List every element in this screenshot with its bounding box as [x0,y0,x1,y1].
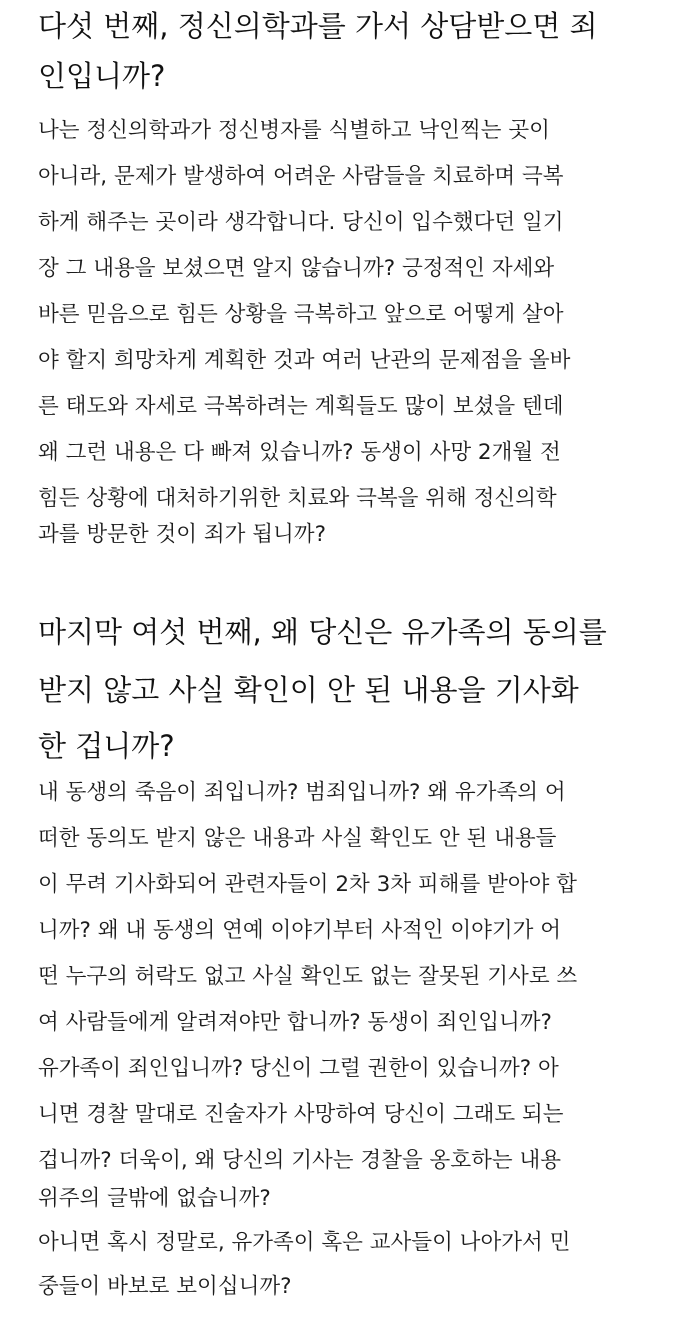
section6-body-line-10: 위주의 글밖에 없습니까? [38,1186,271,1211]
section5-body-line-5: 바른 믿음으로 힘든 상황을 극복하고 앞으로 어떻게 살아 [38,302,564,327]
section6-body-line-9: 겁니까? 더욱이, 왜 당신의 기사는 경찰을 옹호하는 내용 [38,1148,562,1173]
section6-body-line-11: 아니면 혹시 정말로, 유가족이 혹은 교사들이 나아가서 민 [38,1230,571,1255]
section6-heading-line-3: 한 겁니까? [38,729,175,763]
section5-heading-line-1: 다섯 번째, 정신의학과를 가서 상담받으면 죄 [38,9,598,43]
section6-body-line-3: 이 무려 기사화되어 관련자들이 2차 3차 피해를 받아야 합 [38,872,577,897]
section6-body-line-2: 떠한 동의도 받지 않은 내용과 사실 확인도 안 된 내용들 [38,826,557,851]
section5-body-line-1: 나는 정신의학과가 정신병자를 식별하고 낙인찍는 곳이 [38,118,550,143]
section5-heading-line-2: 인입니까? [38,59,166,93]
section6-body-line-6: 여 사람들에게 알려져야만 합니까? 동생이 죄인입니까? [38,1010,552,1035]
section6-heading-line-2: 받지 않고 사실 확인이 안 된 내용을 기사화 [38,673,579,707]
section5-body-line-7: 른 태도와 자세로 극복하려는 계획들도 많이 보셨을 텐데 [38,394,564,419]
section6-body-line-8: 니면 경찰 말대로 진술자가 사망하여 당신이 그래도 되는 [38,1102,564,1127]
section5-body-line-2: 아니라, 문제가 발생하여 어려운 사람들을 치료하며 극복 [38,164,564,189]
section6-body-line-7: 유가족이 죄인입니까? 당신이 그럴 권한이 있습니까? 아 [38,1056,559,1081]
section5-body-line-9: 힘든 상황에 대처하기위한 치료와 극복을 위해 정신의학 [38,486,557,511]
section5-body-line-4: 장 그 내용을 보셨으면 알지 않습니까? 긍정적인 자세와 [38,256,555,281]
section6-body-line-5: 떤 누구의 허락도 없고 사실 확인도 없는 잘못된 기사로 쓰 [38,964,578,989]
section6-body-line-1: 내 동생의 죽음이 죄입니까? 범죄입니까? 왜 유가족의 어 [38,780,566,805]
section6-heading-line-1: 마지막 여섯 번째, 왜 당신은 유가족의 동의를 [38,615,607,649]
section5-body-line-6: 야 할지 희망차게 계획한 것과 여러 난관의 문제점을 올바 [38,348,571,373]
section6-body-line-4: 니까? 왜 내 동생의 연예 이야기부터 사적인 이야기가 어 [38,918,562,943]
section6-body-line-12: 중들이 바보로 보이십니까? [38,1274,292,1299]
section5-body-line-10: 과를 방문한 것이 죄가 됩니까? [38,522,326,547]
section5-body-line-8: 왜 그런 내용은 다 빠져 있습니까? 동생이 사망 2개월 전 [38,440,561,465]
section5-body-line-3: 하게 해주는 곳이라 생각합니다. 당신이 입수했다던 일기 [38,210,564,235]
